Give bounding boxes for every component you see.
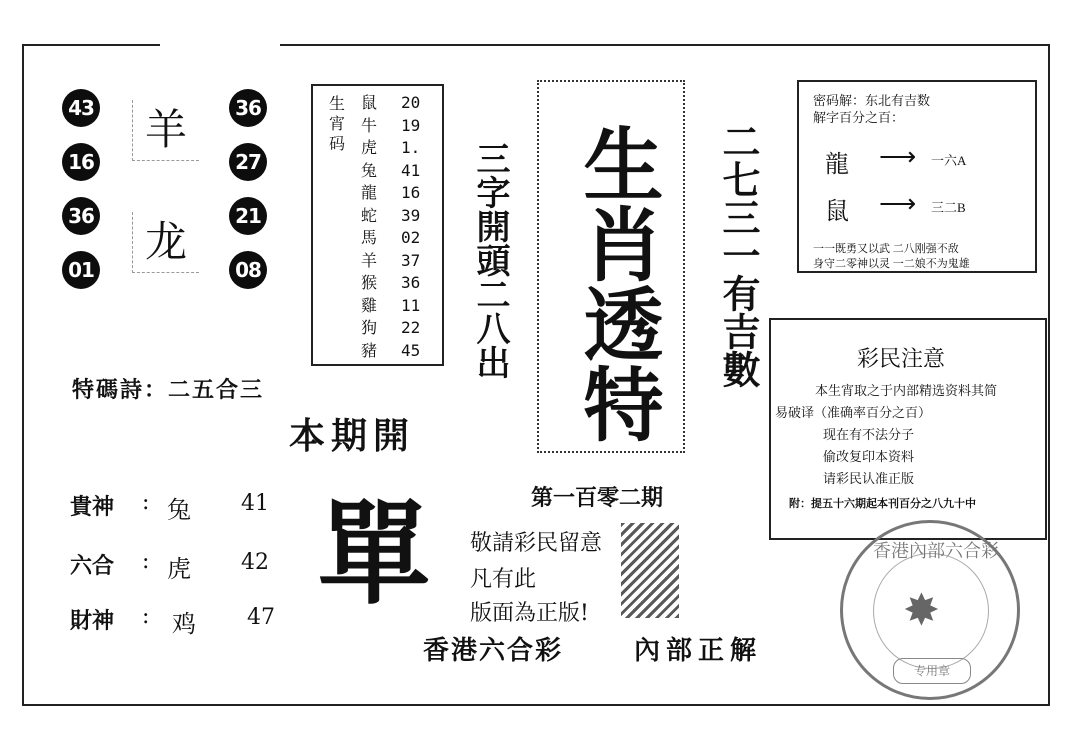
number-ball: 36: [62, 197, 100, 235]
zodiac-number: 11: [401, 295, 421, 315]
cipher-code-1: 一六A: [931, 153, 967, 168]
vertical-hint-left: 三字開頭二八出: [470, 141, 510, 379]
arrow-icon: ⟶: [879, 189, 917, 218]
god-number: 41: [241, 491, 269, 516]
god-number: 47: [247, 605, 275, 630]
notice-line: 现在有不法分子: [823, 428, 915, 443]
zodiac-code-box: [311, 84, 444, 366]
this-issue-open: 本期開: [289, 415, 416, 457]
zodiac-animal: 雞: [361, 295, 378, 315]
zodiac-number: 19: [401, 115, 421, 135]
zodiac-animal: 牛: [361, 115, 378, 135]
warning-line: 凡有此: [470, 567, 537, 592]
god-name: 貴神: [70, 494, 115, 520]
zodiac-animal: 猴: [361, 273, 378, 292]
zodiac-number-list: [401, 92, 420, 362]
cipher-box: [797, 80, 1037, 273]
zodiac-animal: 虎: [361, 138, 378, 157]
seal-arc-text: 香港內部六合彩: [873, 541, 999, 562]
zodiac-number: 16: [401, 183, 421, 202]
notice-line: 本生宵取之于内部精选资料其简: [815, 384, 998, 399]
zodiac-number: 1.: [401, 138, 421, 157]
special-code-poem: 特碼詩：二五合三: [72, 377, 265, 403]
zodiac-number: 45: [401, 340, 421, 360]
number-ball: 01: [62, 251, 100, 289]
cipher-poem-1: 一一既勇又以武 二八刚强不敌: [813, 243, 959, 255]
zodiac-animal: 羊: [361, 250, 378, 270]
zodiac-animal: 鼠: [361, 93, 378, 112]
zodiac-number: 36: [401, 273, 421, 292]
notice-line: 偷改复印本资料: [823, 450, 915, 465]
god-number: 42: [241, 550, 269, 575]
warning-line: 敬請彩民留意: [470, 531, 603, 556]
god-animal: 兔: [167, 496, 191, 524]
arrow-icon: ⟶: [879, 142, 917, 171]
notice-title: 彩民注意: [857, 347, 946, 372]
bottom-title-left: 香港六合彩: [423, 636, 564, 666]
zodiac-number: 39: [401, 205, 421, 225]
zodiac-animal: 龍: [361, 183, 378, 202]
center-title-box: [537, 80, 685, 453]
god-animal: 鸡: [172, 610, 196, 638]
big-char-long: 龙: [132, 212, 199, 273]
bottom-title-right: 內部正解: [634, 636, 763, 666]
god-name: 財神: [70, 608, 115, 634]
zodiac-number: 37: [401, 250, 421, 270]
verification-stamp-image: [621, 523, 679, 618]
god-colon: :: [142, 604, 150, 629]
warning-line: 版面為正版!: [470, 601, 589, 626]
zodiac-animal: 蛇: [361, 205, 378, 225]
cipher-line-2: 解字百分之百：: [813, 110, 905, 125]
single-char-dan: 單: [318, 489, 430, 620]
number-ball: 27: [229, 143, 267, 181]
official-seal: [840, 520, 1020, 700]
frame-gap: [160, 40, 280, 48]
cipher-code-2: 三二B: [931, 200, 966, 215]
star-icon: ✸: [903, 585, 940, 636]
god-colon: :: [142, 549, 150, 574]
notice-box: [769, 318, 1047, 540]
zodiac-number: 41: [401, 160, 421, 180]
zodiac-animal: 馬: [361, 228, 378, 247]
number-ball: 08: [229, 251, 267, 289]
cipher-line-1: 密码解：东北有吉数: [813, 93, 931, 108]
zodiac-number: 20: [401, 93, 421, 112]
big-char-yang: 羊: [132, 100, 199, 161]
cipher-animal-2: 鼠: [825, 199, 849, 225]
notice-footnote: 附：提五十六期起本刊百分之八九十中: [789, 497, 976, 510]
zodiac-animal: 兔: [361, 160, 378, 180]
zodiac-number: 02: [401, 228, 421, 247]
number-ball: 36: [229, 89, 267, 127]
zodiac-number: 22: [401, 318, 421, 337]
number-ball: 16: [62, 143, 100, 181]
number-ball: 43: [62, 89, 100, 127]
notice-line: 请彩民认准正版: [823, 472, 915, 487]
zodiac-animal: 豬: [361, 340, 378, 360]
issue-number: 第一百零二期: [531, 485, 664, 511]
zodiac-animal: 狗: [361, 318, 378, 337]
zodiac-animal-list: [361, 92, 377, 362]
god-name: 六合: [70, 553, 115, 579]
center-title: 生肖透特: [570, 123, 664, 443]
cipher-poem-2: 身守二零神以灵 一二娘不为鬼雄: [813, 258, 970, 270]
number-ball: 21: [229, 197, 267, 235]
cipher-animal-1: 龍: [825, 152, 849, 178]
god-animal: 虎: [167, 555, 191, 583]
zodiac-label: 生宵码: [329, 94, 346, 153]
seal-badge: 专用章: [893, 658, 971, 684]
notice-line: 易破译（准确率百分之百）: [775, 406, 932, 421]
god-colon: :: [142, 490, 150, 515]
vertical-hint-right: 二七三一有吉數: [716, 122, 761, 388]
